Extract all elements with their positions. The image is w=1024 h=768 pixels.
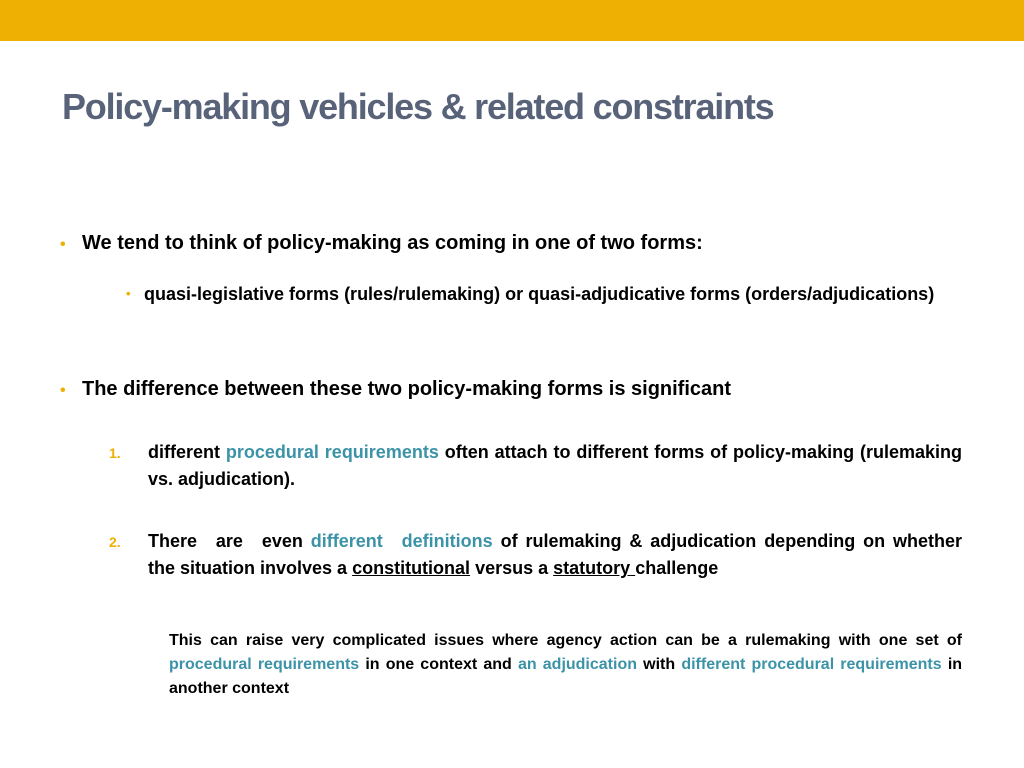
item-text: often attach to different forms of policy-making (rulemaking vs. adjudication). (148, 442, 962, 489)
numbered-marker-1: 1. (109, 445, 121, 461)
bullet-2-text: The difference between these two policy-making forms is significant (82, 378, 732, 400)
item-text: There are even (148, 531, 303, 551)
sub-bullet-marker: • (126, 286, 131, 301)
slide-title: Policy-making vehicles & related constraints (62, 86, 774, 127)
highlight-procedural-requirements: procedural requirements (225, 442, 439, 462)
underline-constitutional: constitutional (352, 558, 471, 578)
numbered-item-1 (148, 439, 962, 493)
note-text: with (643, 656, 676, 673)
highlight-procedural-requirements: procedural requirements (169, 656, 360, 673)
bullet-marker: • (60, 236, 66, 253)
note-paragraph (169, 629, 962, 701)
item-text: versus a (475, 558, 549, 578)
header-bar (0, 0, 1024, 41)
item-text: challenge (635, 558, 719, 578)
note-text: in another context (169, 656, 963, 697)
numbered-marker-2: 2. (109, 534, 121, 550)
underline-statutory: statutory (553, 558, 631, 578)
bullet-1-text: We tend to think of policy-making as coming in one of two forms: (82, 232, 703, 254)
numbered-item-2 (148, 528, 962, 582)
note-text: in one context and (365, 656, 512, 673)
sub-bullet-text: quasi-legislative forms (rules/rulemaking) or quasi-adjudicative forms (orders/adjudications) (144, 284, 935, 304)
item-text: of rulemaking & adjudication depending on whether the situation involves a (148, 531, 962, 578)
highlight-different-definitions: different definitions (310, 531, 493, 551)
note-text: This can raise very complicated issues where agency action can be a rulemaking with one set of (169, 632, 962, 649)
item-text: different (148, 442, 220, 462)
highlight-an-adjudication: an adjudication (517, 656, 637, 673)
highlight-different-procedural-requirements: different procedural requirements (681, 656, 942, 673)
bullet-marker: • (60, 382, 66, 399)
